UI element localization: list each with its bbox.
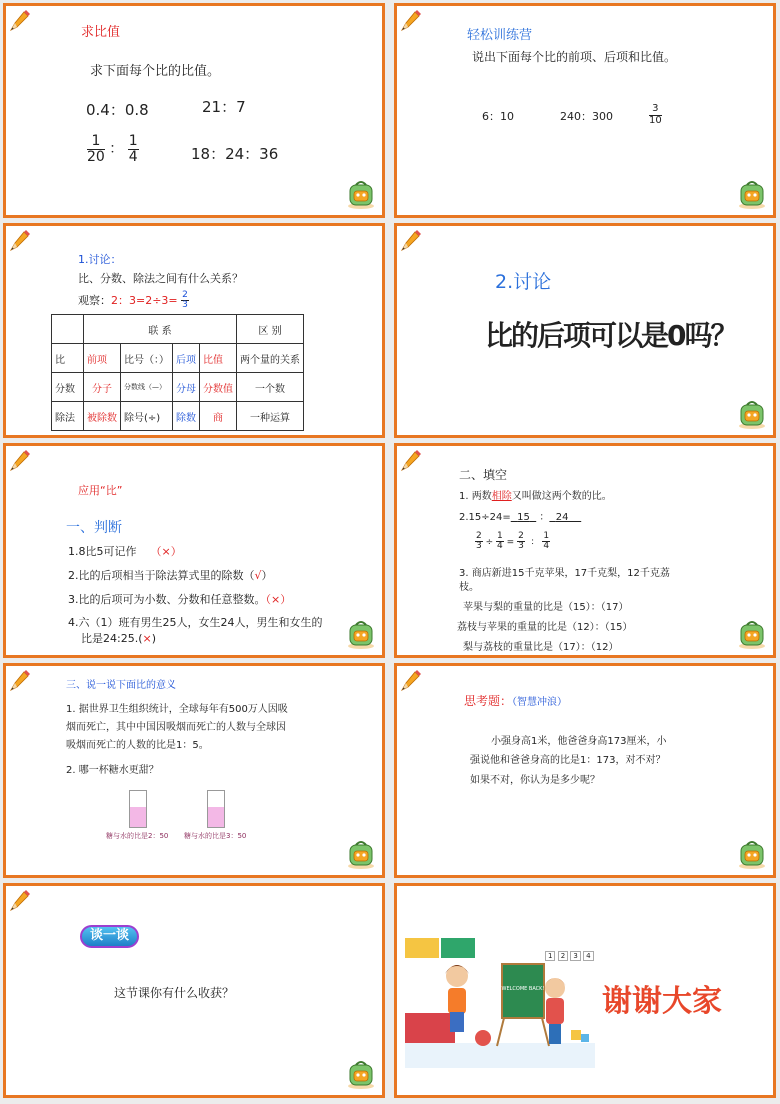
slide-heading: 2.讨论: [495, 271, 552, 293]
judge-item-2: 2.比的后项相当于除法算式里的除数（√）: [68, 569, 273, 582]
instruction: 求下面每个比的比值。: [90, 64, 221, 79]
judge-item-4: 4.六（1）班有男生25人，女生24人，男生和女生的: [68, 616, 323, 629]
problem-line1: 小强身高1米，他爸爸身高173厘米，小: [491, 736, 667, 747]
backpack-icon: [346, 1059, 376, 1091]
para-2: 2. 哪一杯糖水更甜？: [66, 765, 159, 776]
pencil-icon: [399, 448, 423, 472]
pencil-icon: [399, 228, 423, 252]
fill-q3-a: 苹果与梨的重量的比是（15）：（17）: [463, 602, 629, 613]
number-card: 2: [558, 951, 568, 961]
pencil-icon: [399, 668, 423, 692]
problem-line2: 强说他和爸爸身高的比是1：173，对不对？: [470, 755, 666, 766]
thanks-text: 谢谢大家: [602, 984, 722, 1019]
cup-1-label: 糖与水的比是2：50: [106, 832, 169, 840]
header-link: 联 系: [84, 315, 237, 344]
section-heading: 一、判断: [66, 520, 122, 536]
slide-title: 思考题：（智慧冲浪）: [464, 694, 568, 708]
question: 比、分数、除法之间有什么关系？: [78, 272, 243, 285]
backpack-icon: [737, 179, 767, 211]
table-header-row: [52, 315, 304, 344]
exercise-4: 18：24：36: [191, 145, 279, 163]
slide-1[interactable]: [3, 3, 385, 218]
talk-badge: 谈一谈: [80, 925, 139, 948]
cup-2-label: 糖与水的比是3：50: [184, 832, 247, 840]
slide-8[interactable]: [394, 663, 776, 878]
exercise-3: $\frac{1}{20}$ ： $\frac{1}{4}$: [87, 133, 138, 165]
instruction: 说出下面每个比的前项、后项和比值。: [472, 50, 677, 64]
judge-item-3: 3.比的后项可为小数、分数和任意整数。（×）: [68, 593, 292, 606]
backpack-icon: [346, 179, 376, 211]
pencil-icon: [8, 8, 32, 32]
fill-q1: 1. 两数相除又叫做这两个数的比。: [459, 491, 612, 502]
ratio-3: [649, 104, 662, 126]
fill-q3-line1: 3. 商店新进15千克苹果，17千克梨，12千克荔: [459, 568, 670, 579]
number-card: 1: [545, 951, 555, 961]
section-heading: 三、说一说下面比的意义: [66, 680, 176, 691]
table-row: 除法 被除数 除号(÷) 除数 商 一种运算: [52, 402, 304, 431]
ratio-2: 240：300: [560, 110, 613, 123]
slide-7[interactable]: [3, 663, 385, 878]
section-heading: 二、填空: [459, 468, 508, 482]
slide-4[interactable]: [394, 223, 776, 438]
fill-q3-line2: 枝。: [459, 582, 479, 593]
backpack-icon: [346, 619, 376, 651]
slide-title: 求比值: [81, 25, 121, 40]
backpack-icon: [737, 619, 767, 651]
relation-table: [51, 314, 304, 431]
pencil-icon: [399, 8, 423, 32]
backpack-icon: [346, 839, 376, 871]
para-1-line3: 吸烟而死亡的人数的比是1：5。: [66, 740, 209, 751]
problem-line3: 如果不对，你认为是多少呢？: [470, 775, 600, 786]
slide-10[interactable]: [394, 883, 776, 1098]
sugar-water-cup-2: [207, 790, 225, 828]
para-1-line1: 1. 据世界卫生组织统计，全球每年有500万人因吸: [66, 704, 288, 715]
fraction: $\frac{2}{3}$: [182, 290, 188, 311]
fill-q2: 2.15÷24= 15 ： 24: [459, 512, 569, 523]
para-1-line2: 烟而死亡，其中中国因吸烟而死亡的人数与全球因: [66, 722, 286, 733]
number-cards: [545, 952, 594, 961]
slide-3[interactable]: [3, 223, 385, 438]
fill-q3-b: 荔枝与苹果的重量的比是（12）：（15）: [457, 622, 633, 633]
ratio-1: 6：10: [482, 110, 514, 123]
fraction: $\frac{1}{20}$: [87, 133, 105, 165]
pencil-icon: [8, 448, 32, 472]
slide-5[interactable]: [3, 443, 385, 658]
slide-title: 应用“比”: [78, 484, 123, 497]
exercise-1: 0.4：0.8: [86, 101, 149, 119]
pencil-icon: [8, 668, 32, 692]
backpack-icon: [737, 399, 767, 431]
question: 这节课你有什么收获？: [114, 986, 235, 1000]
table-row: 分数 分子 分数线（—） 分母 分数值 一个数: [52, 373, 304, 402]
judge-item-1: 1.8比5可记作 （×）: [68, 545, 182, 558]
observe-line: 观察：2：3=2÷3= $\frac{2}{3}$: [78, 290, 188, 311]
fraction: $\frac{3}{10}$: [649, 103, 662, 126]
slide-title: 轻松训练营: [467, 28, 533, 43]
table-row: 比 前项 比号（：） 后项 比值 两个量的关系: [52, 344, 304, 373]
fill-q2b: $\frac{2}{3}$ ÷ $\frac{1}{4}$ = $\frac{2}{3}$ ： $\frac{1}{4}$: [476, 531, 550, 552]
fill-q3-c: 梨与荔枝的重量比是（17）：（12）: [463, 642, 619, 653]
fraction: $\frac{1}{4}$: [128, 133, 138, 165]
judge-item-4-line2: 比是24:25.(×): [81, 632, 157, 645]
svg-text:WELCOME BACK!: WELCOME BACK!: [501, 986, 545, 992]
exercise-2: 21：7: [202, 98, 246, 116]
number-card: 4: [583, 951, 593, 961]
pencil-icon: [8, 228, 32, 252]
slide-9[interactable]: [3, 883, 385, 1098]
sugar-water-cup-1: [129, 790, 147, 828]
slide-2[interactable]: [394, 3, 776, 218]
header-diff: 区 别: [237, 315, 304, 344]
number-card: 3: [570, 951, 580, 961]
backpack-icon: [737, 839, 767, 871]
slide-heading: 1.讨论：: [78, 253, 122, 266]
pencil-icon: [8, 888, 32, 912]
slide-6[interactable]: [394, 443, 776, 658]
question: 比的后项可以是0吗？: [485, 319, 737, 352]
